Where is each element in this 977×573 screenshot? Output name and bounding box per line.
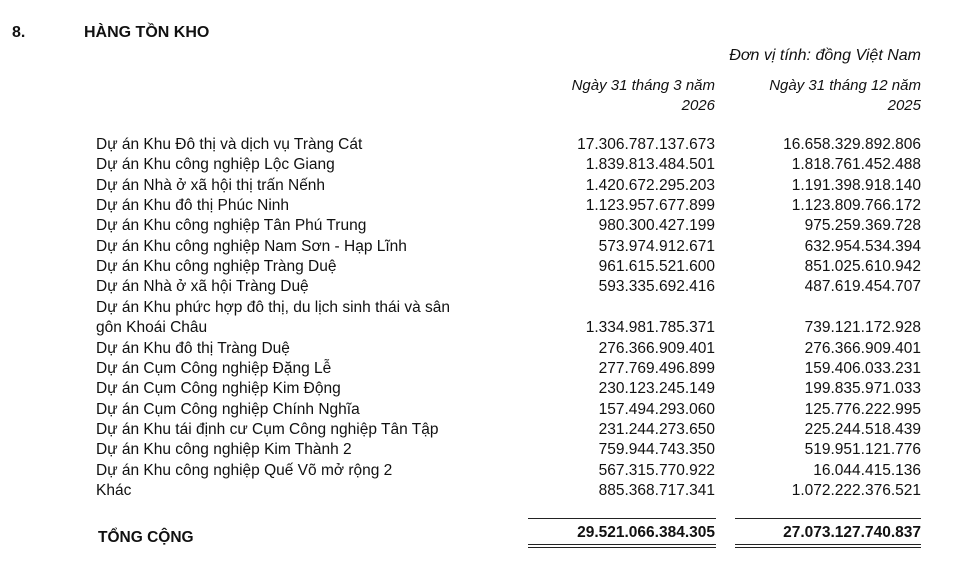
row-label: Khác bbox=[96, 481, 132, 499]
row-label: Dự án Khu công nghiệp Kim Thành 2 bbox=[96, 441, 352, 459]
row-value-q1-2026: 885.368.717.341 bbox=[598, 481, 715, 499]
row-value-fy-2025: 519.951.121.776 bbox=[804, 441, 921, 459]
row-value-fy-2025: 739.121.172.928 bbox=[804, 319, 921, 337]
column-header-line2: 2026 bbox=[681, 97, 715, 114]
row-value-fy-2025: 199.835.971.033 bbox=[804, 380, 921, 398]
row-value-q1-2026: 276.366.909.401 bbox=[598, 339, 715, 357]
row-value-fy-2025: 16.044.415.136 bbox=[813, 461, 921, 479]
row-value-fy-2025: 1.072.222.376.521 bbox=[791, 481, 921, 499]
total-value-q1-2026: 29.521.066.384.305 bbox=[577, 524, 715, 541]
unit-label: Đơn vị tính: đồng Việt Nam bbox=[729, 47, 921, 64]
row-label: Dự án Cụm Công nghiệp Kim Động bbox=[96, 380, 341, 398]
row-value-q1-2026: 230.123.245.149 bbox=[598, 380, 715, 398]
total-top-rule-col2 bbox=[735, 518, 921, 519]
row-value-q1-2026: 1.334.981.785.371 bbox=[585, 319, 715, 337]
row-value-fy-2025: 851.025.610.942 bbox=[804, 258, 921, 276]
row-label: Dự án Khu công nghiệp Nam Sơn - Hạp Lĩnh bbox=[96, 237, 407, 255]
row-label: Dự án Cụm Công nghiệp Đặng Lễ bbox=[96, 359, 332, 377]
row-value-fy-2025: 225.244.518.439 bbox=[804, 420, 921, 438]
row-value-q1-2026: 759.944.743.350 bbox=[598, 441, 715, 459]
row-value-fy-2025: 159.406.033.231 bbox=[804, 359, 921, 377]
row-label: Dự án Khu đô thị Phúc Ninh bbox=[96, 197, 290, 215]
row-value-q1-2026: 593.335.692.416 bbox=[598, 278, 715, 296]
row-value-q1-2026: 567.315.770.922 bbox=[598, 461, 715, 479]
row-label-continued: gôn Khoái Châu bbox=[96, 319, 208, 337]
total-top-rule-col1 bbox=[528, 518, 716, 519]
column-header-line2: 2025 bbox=[887, 97, 921, 114]
row-value-fy-2025: 16.658.329.892.806 bbox=[783, 136, 921, 153]
row-label: Dự án Khu đô thị Tràng Duệ bbox=[96, 339, 290, 357]
row-label: Dự án Nhà ở xã hội Tràng Duệ bbox=[96, 278, 309, 296]
row-label: Dự án Khu công nghiệp Lộc Giang bbox=[96, 156, 335, 174]
row-label: Dự án Khu tái định cư Cụm Công nghiệp Tân Tập bbox=[96, 420, 439, 438]
total-double-rule-col1 bbox=[528, 544, 716, 548]
total-label: TỔNG CỘNG bbox=[98, 529, 194, 546]
row-value-q1-2026: 231.244.273.650 bbox=[598, 420, 715, 438]
row-value-fy-2025: 632.954.534.394 bbox=[804, 237, 921, 255]
row-value-fy-2025: 487.619.454.707 bbox=[804, 278, 921, 296]
row-value-fy-2025: 975.259.369.728 bbox=[804, 217, 921, 235]
column-header-q1-2026 bbox=[572, 76, 715, 116]
row-value-fy-2025: 276.366.909.401 bbox=[804, 339, 921, 357]
total-double-rule-col2 bbox=[735, 544, 921, 548]
column-header-line1: Ngày 31 tháng 12 năm bbox=[769, 77, 921, 94]
row-label: Dự án Cụm Công nghiệp Chính Nghĩa bbox=[96, 400, 360, 418]
row-value-q1-2026: 573.974.912.671 bbox=[598, 237, 715, 255]
section-number: 8. bbox=[12, 24, 26, 41]
row-value-q1-2026: 1.420.672.295.203 bbox=[585, 176, 715, 194]
section-title: HÀNG TỒN KHO bbox=[84, 24, 210, 41]
row-value-q1-2026: 980.300.427.199 bbox=[598, 217, 715, 235]
row-value-q1-2026: 157.494.293.060 bbox=[598, 400, 715, 418]
row-label: Dự án Nhà ở xã hội thị trấn Nếnh bbox=[96, 176, 326, 194]
total-value-fy-2025: 27.073.127.740.837 bbox=[783, 524, 921, 541]
row-value-q1-2026: 17.306.787.137.673 bbox=[577, 136, 715, 153]
column-header-fy-2025 bbox=[769, 76, 921, 116]
row-label: Dự án Khu công nghiệp Tân Phú Trung bbox=[96, 217, 367, 235]
row-value-q1-2026: 1.839.813.484.501 bbox=[585, 156, 715, 174]
row-label: Dự án Khu Đô thị và dịch vụ Tràng Cát bbox=[96, 136, 363, 153]
row-value-fy-2025: 125.776.222.995 bbox=[804, 400, 921, 418]
row-value-fy-2025: 1.123.809.766.172 bbox=[791, 197, 921, 215]
column-header-line1: Ngày 31 tháng 3 năm bbox=[571, 77, 715, 94]
row-value-fy-2025: 1.191.398.918.140 bbox=[791, 176, 921, 194]
row-value-q1-2026: 961.615.521.600 bbox=[598, 258, 715, 276]
row-label: Dự án Khu công nghiệp Tràng Duệ bbox=[96, 258, 337, 276]
row-value-fy-2025: 1.818.761.452.488 bbox=[791, 156, 921, 174]
row-value-q1-2026: 1.123.957.677.899 bbox=[585, 197, 715, 215]
row-value-q1-2026: 277.769.496.899 bbox=[598, 359, 715, 377]
row-label: Dự án Khu phức hợp đô thị, du lịch sinh thái và sân bbox=[96, 298, 451, 316]
row-label: Dự án Khu công nghiệp Quế Võ mở rộng 2 bbox=[96, 461, 393, 479]
